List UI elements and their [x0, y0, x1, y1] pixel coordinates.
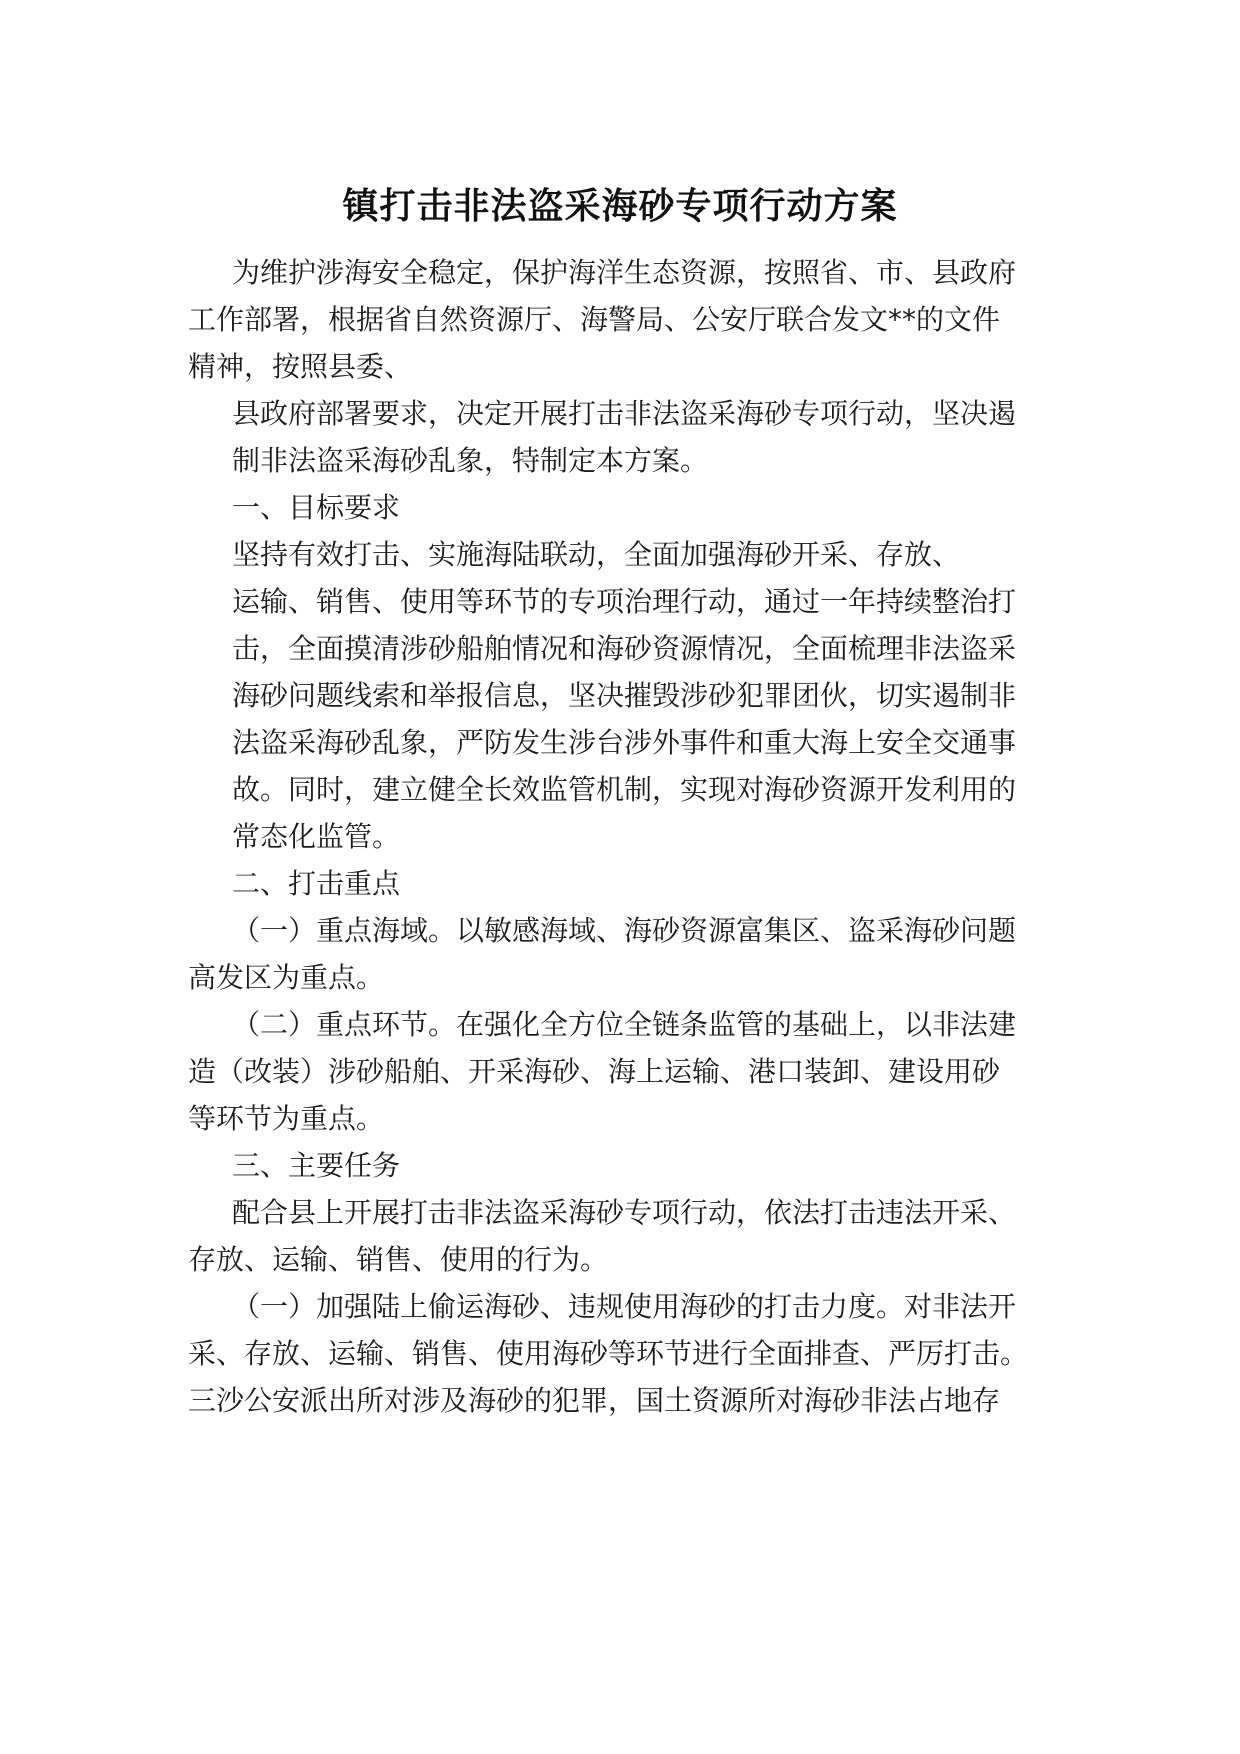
- body-line: 故。同时，建立健全长效监管机制，实现对海砂资源开发利用的: [232, 773, 1017, 806]
- body-line: 采、存放、运输、销售、使用海砂等环节进行全面排查、严厉打击。: [188, 1337, 1029, 1370]
- body-line: （一）重点海域。以敏感海域、海砂资源富集区、盗采海砂问题: [232, 914, 1017, 947]
- body-line: 海砂问题线索和举报信息，坚决摧毁涉砂犯罪团伙，切实遏制非: [232, 679, 1017, 712]
- body-line: 造（改装）涉砂船舶、开采海砂、海上运输、港口装卸、建设用砂: [188, 1055, 1001, 1088]
- section-heading: 二、打击重点: [232, 867, 401, 900]
- document-title: 镇打击非法盗采海砂专项行动方案: [342, 186, 898, 227]
- body-line: 制非法盗采海砂乱象，特制定本方案。: [232, 444, 709, 477]
- body-line: 法盗采海砂乱象，严防发生涉台涉外事件和重大海上安全交通事: [232, 726, 1017, 759]
- body-line: 等环节为重点。: [188, 1102, 385, 1135]
- body-line: 击，全面摸清涉砂船舶情况和海砂资源情况，全面梳理非法盗采: [232, 632, 1017, 665]
- body-line: 三沙公安派出所对涉及海砂的犯罪，国土资源所对海砂非法占地存: [188, 1384, 1001, 1417]
- section-heading: 一、目标要求: [232, 491, 401, 524]
- body-line: 常态化监管。: [232, 820, 401, 853]
- body-line: 运输、销售、使用等环节的专项治理行动，通过一年持续整治打: [232, 585, 1017, 618]
- body-line: 坚持有效打击、实施海陆联动，全面加强海砂开采、存放、: [232, 538, 961, 571]
- body-line: （一）加强陆上偷运海砂、违规使用海砂的打击力度。对非法开: [232, 1290, 1017, 1323]
- body-line: 高发区为重点。: [188, 961, 385, 994]
- body-line: 精神，按照县委、: [188, 350, 413, 383]
- section-heading: 三、主要任务: [232, 1149, 401, 1182]
- body-line: 县政府部署要求，决定开展打击非法盗采海砂专项行动，坚决遏: [232, 397, 1017, 430]
- body-line: 存放、运输、销售、使用的行为。: [188, 1243, 609, 1276]
- body-line: 配合县上开展打击非法盗采海砂专项行动，依法打击违法开采、: [232, 1196, 1017, 1229]
- body-line: （二）重点环节。在强化全方位全链条监管的基础上，以非法建: [232, 1008, 1017, 1041]
- body-line: 工作部署，根据省自然资源厅、海警局、公安厅联合发文**的文件: [188, 303, 1001, 336]
- body-line: 为维护涉海安全稳定，保护海洋生态资源，按照省、市、县政府: [232, 256, 1017, 289]
